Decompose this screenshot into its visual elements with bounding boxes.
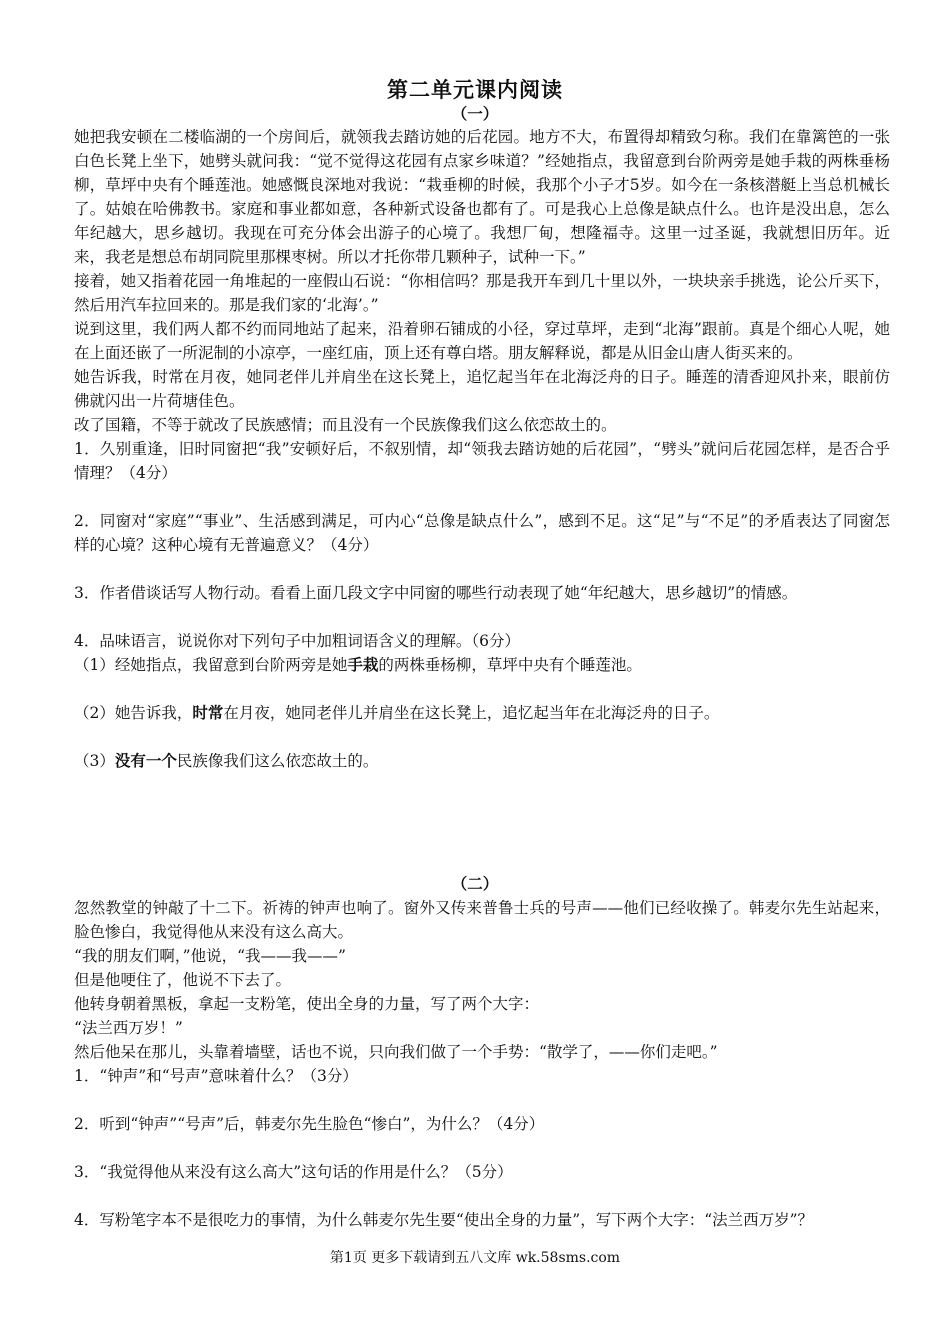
section2-passage xyxy=(74,896,890,1232)
section2-question-2: 2．听到“钟声”“号声”后，韩麦尔先生脸色“惨白”，为什么？（4分） xyxy=(74,1115,545,1133)
section1-paragraph: 接着，她又指着花园一角堆起的一座假山石说：“你相信吗？那是我开车到几十里以外，一块块亲手挑选，论公斤买下，然后用汽车拉回来的。那是我们家的‘北海’。” xyxy=(74,272,890,314)
item-text: （1）经她指点，我留意到台阶两旁是她 xyxy=(74,656,348,674)
section1-question-2: 2．同窗对“家庭”“事业”、生活感到满足，可内心“总像是缺点什么”，感到不足。这“足”与“不足”的矛盾表达了同窗怎样的心境？这种心境有无普遍意义？（4分） xyxy=(74,512,890,554)
section1-heading: （一） xyxy=(451,104,499,123)
section1-question-4-item-2 xyxy=(74,701,890,725)
section2-paragraph: 忽然教堂的钟敲了十二下。祈祷的钟声也响了。窗外又传来普鲁士兵的号声——他们已经收操了。韩麦尔先生站起来，脸色惨白，我觉得他从来没有这么高大。 xyxy=(74,899,890,941)
section2-question-4: 4．写粉笔字本不是很吃力的事情，为什么韩麦尔先生要“使出全身的力量”，写下两个大字：“法兰西万岁”？ xyxy=(74,1211,814,1229)
answer-space xyxy=(74,677,890,701)
section2-paragraph: 但是他哽住了，他说不下去了。 xyxy=(74,971,292,989)
section2-question-3: 3．“我觉得他从来没有这么高大”这句话的作用是什么？（5分） xyxy=(74,1163,513,1181)
bold-term: 手栽 xyxy=(347,655,379,674)
answer-space xyxy=(74,1184,890,1208)
section2-question-1: 1．“钟声”和“号声”意味着什么？（3分） xyxy=(74,1067,358,1085)
section1-question-4-item-1 xyxy=(74,653,890,677)
page-footer: 第1页 更多下载请到五八文库 wk.58sms.com xyxy=(329,1250,621,1266)
section1-paragraph: 她告诉我，时常在月夜，她同老伴儿并肩坐在这长凳上，追忆起当年在北海泛舟的日子。睡莲的清香迎风扑来，眼前仿佛就闪出一片荷塘佳色。 xyxy=(74,368,890,410)
answer-space xyxy=(74,725,890,749)
answer-space xyxy=(74,605,890,629)
bold-term: 时常 xyxy=(192,703,224,722)
section1-paragraph: 她把我安顿在二楼临湖的一个房间后，就领我去踏访她的后花园。地方不大，布置得却精致匀称。我们在靠篱笆的一张白色长凳上坐下，她劈头就问我：“觉不觉得这花园有点家乡味道？”经她指点，我留意到台阶两旁是她手栽的两株垂杨柳，草坪中央有个睡莲池。她感慨良深地对我说：“栽垂柳的时候，我那个小子才5岁。如今在一条核潜艇上当总机械长了。姑娘在哈佛教书。家庭和事业都如意，各种新式设备也都有了。可是我心上总像是缺点什么。也许是没出息，怎么年纪越大，思乡越切。我现在可充分体会出游子的心境了。我想厂甸，想隆福寺。这里一过圣诞，我就想旧历年。近来，我老是想总布胡同院里那棵枣树。所以才托你带几颗种子，试种一下。” xyxy=(74,128,890,266)
answer-space xyxy=(74,1088,890,1112)
page-title: 第二单元课内阅读 xyxy=(387,77,563,102)
section2-paragraph: “法兰西万岁！” xyxy=(74,1019,183,1037)
item-text: 民族像我们这么依恋故土的。 xyxy=(176,752,379,770)
answer-space xyxy=(74,1136,890,1160)
section1-passage xyxy=(74,125,890,773)
section2-heading: （二） xyxy=(451,874,499,893)
section1-paragraph: 说到这里，我们两人都不约而同地站了起来，沿着卵石铺成的小径，穿过草坪，走到“北海”跟前。真是个细心人呢，她在上面还嵌了一所泥制的小凉亭，一座红庙，顶上还有尊白塔。朋友解释说，都是从旧金山唐人街买来的。 xyxy=(74,320,890,362)
section1-paragraph: 改了国籍，不等于就改了民族感情；而且没有一个民族像我们这么依恋故土的。 xyxy=(74,416,617,434)
item-text: 在月夜，她同老伴儿并肩坐在这长凳上，追忆起当年在北海泛舟的日子。 xyxy=(223,704,720,722)
section2-paragraph: “我的朋友们啊，”他说，“我——我——” xyxy=(74,947,346,965)
section2-paragraph: 然后他呆在那儿，头靠着墙壁，话也不说，只向我们做了一个手势：“散学了，——你们走吧。” xyxy=(74,1043,718,1061)
item-text: 的两株垂杨柳，草坪中央有个睡莲池。 xyxy=(378,656,642,674)
section1-question-1: 1．久别重逢，旧时同窗把“我”安顿好后，不叙别情，却“领我去踏访她的后花园”，“劈头”就问后花园怎样，是否合乎情理？（4分） xyxy=(74,440,890,482)
answer-space xyxy=(74,557,890,581)
answer-space xyxy=(74,485,890,509)
section1-question-4-item-3 xyxy=(74,749,890,773)
item-text: （3） xyxy=(74,752,115,770)
item-text: （2）她告诉我， xyxy=(74,704,193,722)
section1-question-4: 4．品味语言，说说你对下列句子中加粗词语含义的理解。（6分） xyxy=(74,632,520,650)
section2-paragraph: 他转身朝着黑板，拿起一支粉笔，使出全身的力量，写了两个大字： xyxy=(74,995,540,1013)
section1-question-3: 3．作者借谈话写人物行动。看看上面几段文字中同窗的哪些行动表现了她“年纪越大，思乡越切”的情感。 xyxy=(74,584,798,602)
bold-term: 没有一个 xyxy=(114,751,177,770)
